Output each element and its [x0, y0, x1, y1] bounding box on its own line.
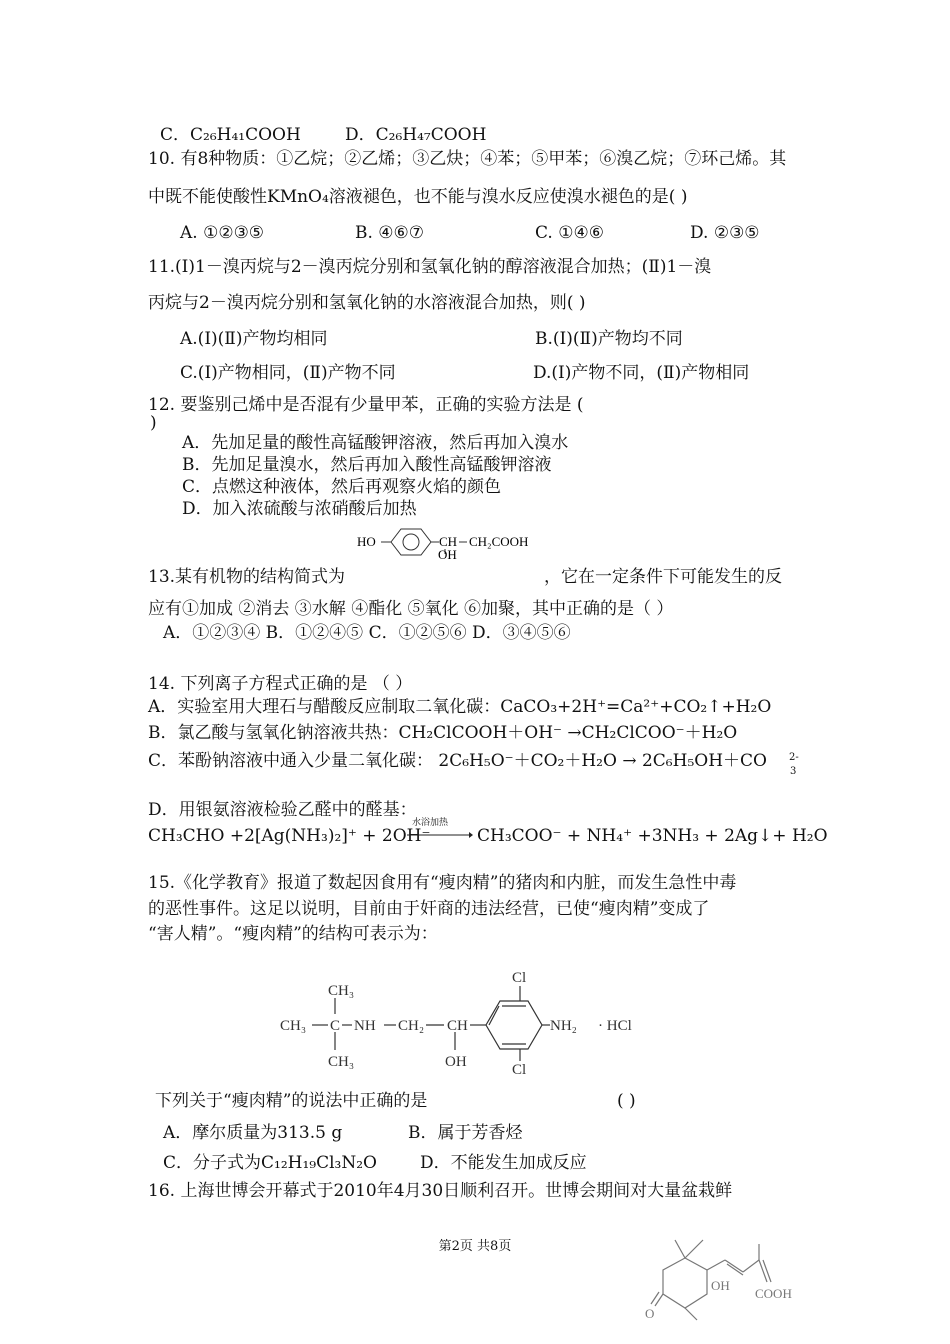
q10-stem-line1: 10. 有8种物质：①乙烷；②乙烯；③乙炔；④苯；⑤甲苯；⑥溴乙烷；⑦环己烯。其: [148, 149, 787, 169]
q11-option-c: C.(Ⅰ)产物相同，(Ⅱ)产物不同: [180, 363, 396, 383]
q14-option-a: A．实验室用大理石与醋酸反应制取二氧化碳：CaCO₃+2H⁺=Ca²⁺+CO₂↑+H₂O: [148, 697, 772, 717]
mol-ch3-top: CH₃: [328, 983, 355, 999]
q14-option-c-subscript: 3: [790, 766, 797, 777]
q12-option-a: A．先加足量的酸性高锰酸钾溶液，然后再加入溴水: [182, 433, 569, 453]
mol-oh: OH: [445, 1054, 467, 1070]
mol-ch3-bottom: CH₃: [328, 1054, 355, 1070]
q15-stem-line1: 15.《化学教育》报道了数起因食用有“瘦肉精”的猪肉和内脏，而发生急性中毒: [148, 873, 737, 893]
q10-option-c: C. ①④⑥: [535, 223, 604, 243]
q12-option-b: B．先加足量溴水，然后再加入酸性高锰酸钾溶液: [182, 455, 552, 475]
q14-reaction-arrow: [407, 831, 473, 839]
q15-structure-image: [280, 968, 660, 1083]
mol-oh-q16: OH: [711, 1278, 730, 1293]
mol-cl-bottom: Cl: [512, 1062, 527, 1078]
q11-option-a: A.(Ⅰ)(Ⅱ)产物均相同: [180, 329, 328, 349]
q14-stem: 14. 下列离子方程式正确的是 （ ）: [148, 674, 413, 694]
q13-options: A．①②③④ B．①②④⑤ C．①②⑤⑥ D．③④⑤⑥: [163, 623, 571, 643]
mol-ch2: CH₂: [398, 1018, 425, 1034]
mol-cl-top: Cl: [512, 970, 527, 986]
q15-option-c: C．分子式为C₁₂H₁₉Cl₃N₂O: [163, 1153, 377, 1173]
q15-answer-paren: ( ): [617, 1091, 636, 1111]
q11-stem-line1: 11.(Ⅰ)1－溴丙烷与2－溴丙烷分别和氢氧化钠的醇溶液混合加热；(Ⅱ)1－溴: [148, 257, 712, 277]
mol-ch: CH: [447, 1018, 468, 1034]
q12-option-d: D．加入浓硫酸与浓硝酸后加热: [182, 499, 417, 519]
q10-stem-line2: 中既不能使酸性KMnO₄溶液褪色，也不能与溴水反应使溴水褪色的是( ): [148, 187, 688, 207]
q11-stem-line2: 丙烷与2－溴丙烷分别和氢氧化钠的水溶液混合加热，则( ): [148, 293, 586, 313]
page-footer: 第2页 共8页: [438, 1239, 512, 1254]
q9-option-c: C．C₂₆H₄₁COOH: [160, 125, 301, 145]
q12-option-c: C．点燃这种液体，然后再观察火焰的颜色: [182, 477, 502, 497]
q12-stem-line1: 12. 要鉴别己烯中是否混有少量甲苯，正确的实验方法是 (: [148, 395, 584, 415]
q11-option-d: D.(Ⅰ)产物不同，(Ⅱ)产物相同: [533, 363, 750, 383]
mol-hcl: · HCl: [598, 1018, 632, 1034]
q10-option-b: B. ④⑥⑦: [355, 223, 425, 243]
q16-structure-image: [645, 1232, 805, 1327]
mol-nh2: NH₂: [550, 1018, 577, 1034]
q16-stem-line1: 16. 上海世博会开幕式于2010年4月30日顺利召开。世博会期间对大量盆栽鲜: [148, 1181, 733, 1201]
q15-option-d: D．不能发生加成反应: [420, 1153, 587, 1173]
q15-option-b: B．属于芳香烃: [408, 1123, 523, 1143]
mol-ch-label: CH: [439, 534, 458, 549]
q15-option-a: A．摩尔质量为313.5 g: [163, 1123, 343, 1143]
q14-option-c-charge: 2-: [789, 752, 799, 763]
q14-arrow-label: 水浴加热: [412, 818, 449, 828]
q10-option-d: D. ②③⑤: [690, 223, 760, 243]
q15-stem-line4: 下列关于“瘦肉精”的说法中正确的是: [155, 1091, 428, 1111]
mol-ch3-left: CH₃: [280, 1018, 307, 1034]
mol-o-q16: O: [645, 1306, 655, 1321]
q14-option-d: D．用银氨溶液检验乙醛中的醛基：: [148, 800, 417, 820]
q14-option-c: C．苯酚钠溶液中通入少量二氧化碳： 2C₆H₅O⁻＋CO₂＋H₂O → 2C₆H₅OH＋CO: [148, 751, 767, 771]
mol-c-center: C: [330, 1018, 341, 1034]
mol-chain-label: CH₂COOH: [469, 534, 529, 549]
q11-option-b: B.(Ⅰ)(Ⅱ)产物均不同: [535, 329, 683, 349]
q9-option-d: D．C₂₆H₄₇COOH: [345, 125, 487, 145]
q14-equation-left: CH₃CHO +2[Ag(NH₃)₂]⁺ + 2OH⁻: [148, 826, 431, 846]
mol-ho-label: HO: [357, 534, 376, 549]
q13-stem-line1a: 13.某有机物的结构简式为: [148, 567, 346, 587]
q13-structure-image: [355, 525, 555, 585]
q13-stem-line2: 应有①加成 ②消去 ③水解 ④酯化 ⑤氧化 ⑥加聚，其中正确的是（ ）: [148, 599, 674, 619]
q13-stem-line1b: ，它在一定条件下可能发生的反: [544, 567, 782, 587]
q15-stem-line2: 的恶性事件。这足以说明，目前由于奸商的违法经营，已使“瘦肉精”变成了: [148, 899, 710, 919]
mol-nh: NH: [354, 1018, 376, 1034]
mol-cooh-q16: COOH: [755, 1286, 792, 1301]
q14-option-b: B．氯乙酸与氢氧化钠溶液共热：CH₂ClCOOH＋OH⁻ →CH₂ClCOO⁻＋H₂O: [148, 723, 738, 743]
mol-oh-label: OH: [438, 547, 457, 562]
q10-option-a: A. ①②③⑤: [180, 223, 265, 243]
q14-equation-right: CH₃COO⁻ + NH₄⁺ +3NH₃ + 2Ag↓+ H₂O: [477, 826, 828, 846]
q12-stem-paren: ): [150, 413, 157, 433]
q15-stem-line3: “害人精”。“瘦肉精”的结构可表示为：: [148, 924, 438, 944]
